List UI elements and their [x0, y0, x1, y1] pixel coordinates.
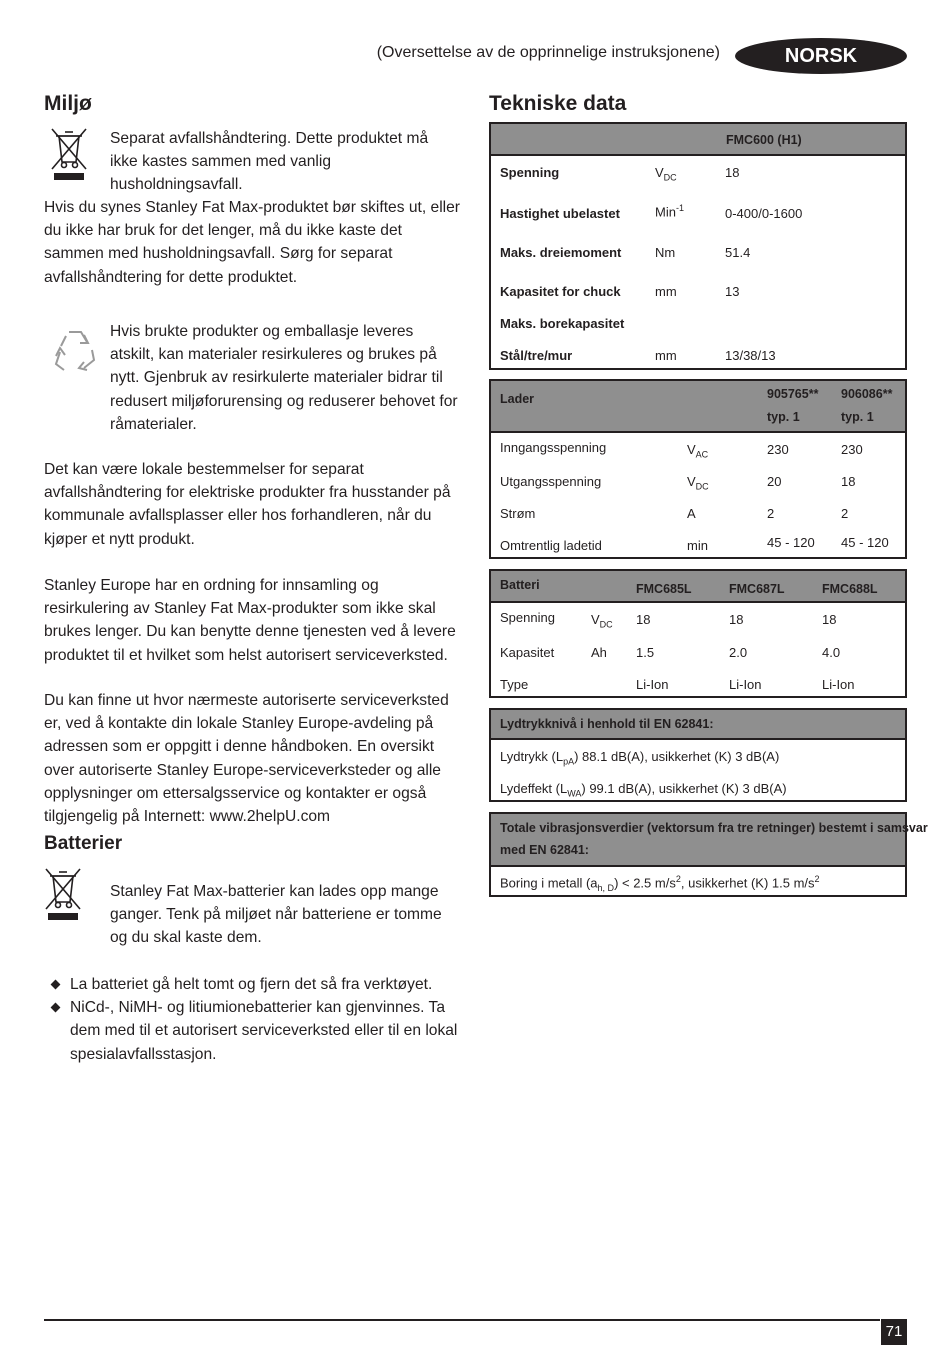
charger-table — [489, 379, 907, 559]
battery-header: Batteri FMC685L FMC687L FMC688L — [491, 571, 905, 603]
noise-table — [489, 708, 907, 802]
paragraph-service: Du kan finne ut hvor nærmeste autoriserte serviceverksted er, ved å kontakte din lokale Stanley Europe-avdeling på adressen som er oppgitt i denne håndboken. En oversikt over autoriserte Stanley Europe-serviceverksteder og alle opplysninger om ettersalgsservice og kontakter er også tilgjengelig på Internett: www.2helpU.com — [44, 692, 449, 826]
batterier-text: Stanley Fat Max-batterier kan lades opp mange ganger. Tenk på miljøet når batteriene er tomme og du skal kaste dem. — [110, 883, 442, 947]
miljo-heading: Miljø — [44, 92, 92, 115]
vibration-header: Totale vibrasjonsverdier (vektorsum fra tre retninger) bestemt i samsvar med EN 62841: — [491, 814, 905, 867]
batterier-heading: Batterier — [44, 833, 123, 854]
footer-divider — [44, 1319, 880, 1321]
bullet-item: NiCd-, NiMH- og litiumionebatterier kan gjenvinnes. Ta dem med til et autorisert serviceverksted eller til en lokal spesialavfallsstasjon. — [44, 996, 464, 1066]
crossed-bin-icon-battery — [42, 866, 84, 921]
language-badge: NORSK — [735, 38, 907, 74]
charger-header: Lader 905765** typ. 1 906086** typ. 1 — [491, 381, 905, 433]
recycle-text: Hvis brukte produkter og emballasje leveres atskilt, kan materialer resirkuleres og brukes på nytt. Gjenbruk av resirkulerte materialer bidrar til redusert miljøforurensing og reduserer behovet for råmaterialer. — [110, 323, 458, 433]
noise-body — [491, 740, 905, 802]
vibration-row: Boring i metall $(a_{h, D}) < 2.5$ $m/s^2$, usikkerhet (K) 1.5 $m/s^2$ — [500, 874, 820, 893]
model-label: FMC600 (H1) — [726, 133, 802, 147]
sound-pressure-row: Lydtrykk $(L_{pA})$ 88.1 dB(A), usikkerhet (K) 3 dB(A) — [500, 749, 780, 767]
bullet-item: La batteriet gå helt tomt og fjern det så fra verktøyet. — [44, 973, 464, 996]
tool-specs-table — [489, 122, 907, 370]
paragraph-collection: Stanley Europe har en ordning for innsamling og resirkulering av Stanley Fat Max-produkter som ikke skal brukes lenger. Du kan benytte denne tjenesten ved å levere produktet til et hvilket som helst autorisert serviceverksted. — [44, 577, 456, 664]
battery-body: Spenning $V_{DC}$ 18 18 18 Kapasitet Ah 1.5 2.0 4.0 Type Li-Ion Li-Ion Li-Ion — [500, 610, 855, 692]
bullet-diamond-icon — [51, 980, 61, 990]
sound-power-row: Lydeffekt $(L_{WA})$ 99.1 dB(A), usikkerhet (K) 3 dB(A) — [500, 781, 787, 799]
battery-bullet-list — [44, 973, 464, 1066]
recycle-icon — [50, 326, 100, 376]
vibration-body — [491, 867, 905, 897]
separat-text: Separat avfallshåndtering. Dette produktet må ikke kastes sammen med vanlig husholdningsavfall. — [110, 130, 429, 194]
page-number: 71 — [881, 1319, 907, 1345]
tool-specs-body: Spenning $V_{DC}$ 18 Hastighet ubelastet Min$^{-1}$ 0-400/0-1600 Maks. dreiemoment Nm 51.4 Kapasitet for chuck mm 13 Maks. borekapasitet Stål/tre/mur mm 13/38/13 — [500, 165, 803, 363]
paragraph-replace: Hvis du synes Stanley Fat Max-produktet bør skiftes ut, eller du ikke har bruk for det lenger, må du ikke kaste det sammen med husholdningsavfall. Sørg for separat avfallshåndtering for dette produktet. — [44, 199, 460, 286]
tekniske-data-heading: Tekniske data — [489, 92, 627, 115]
crossed-bin-icon — [48, 126, 90, 181]
bullet-diamond-icon — [51, 1003, 61, 1013]
vibration-table — [489, 812, 928, 897]
translation-note: (Oversettelse av de opprinnelige instruksjonene) — [376, 44, 720, 61]
charger-body: Inngangsspenning $V_{AC}$ 230 230 Utgangsspenning $V_{DC}$ 20 18 Strøm A 2 2 Omtrentlig ladetid min 45 - 120 45 - 120 — [500, 440, 889, 553]
tool-specs-header — [491, 124, 905, 156]
paragraph-local-rules: Det kan være lokale bestemmelser for separat avfallshåndtering for elektriske produkter fra husstander på kommunale avfallsplasser eller hos forhandleren, når du kjøper et nytt produkt. — [44, 461, 451, 548]
battery-table — [489, 569, 907, 698]
noise-header: Lydtrykknivå i henhold til EN 62841: — [491, 710, 905, 740]
